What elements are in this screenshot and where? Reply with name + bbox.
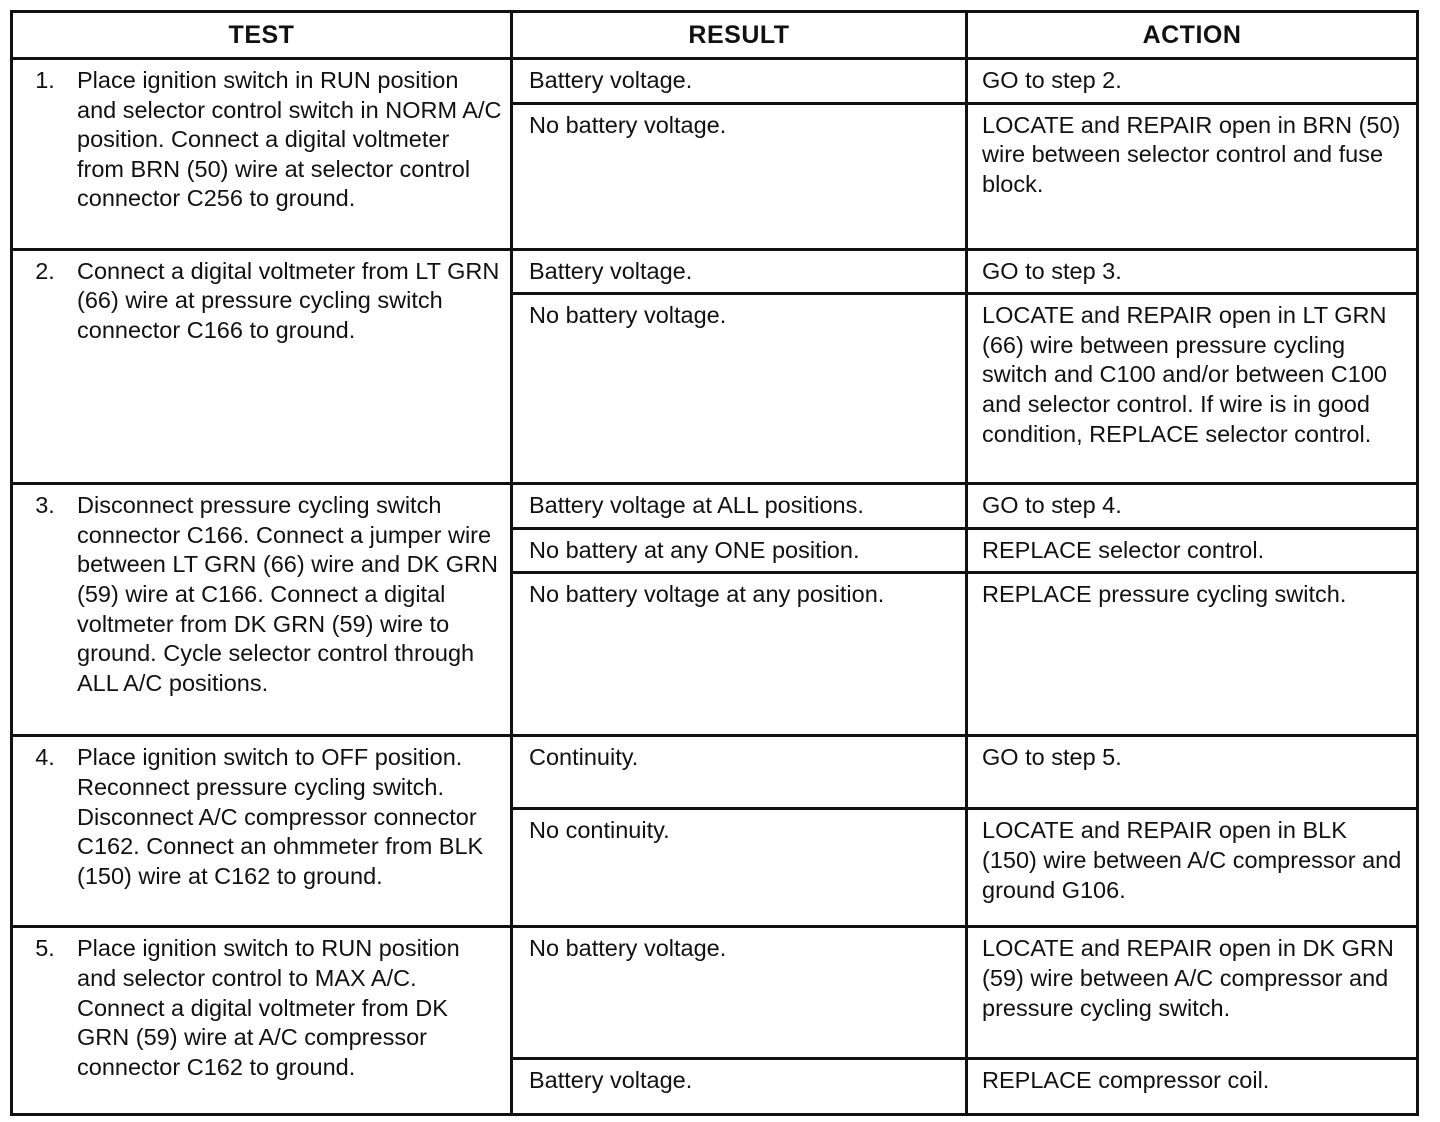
result-cell: No battery voltage at any position. (512, 573, 967, 736)
result-cell: Battery voltage at ALL positions. (512, 484, 967, 529)
result-cell: No battery voltage. (512, 103, 967, 249)
test-text: Place ignition switch to RUN position and selector control to MAX A/C. Connect a digital voltmeter from DK GRN (59) wire at A/C compressor connector C162 to ground. (77, 935, 460, 1080)
action-cell: REPLACE pressure cycling switch. (967, 573, 1418, 736)
result-cell: Battery voltage. (512, 59, 967, 104)
action-cell: GO to step 4. (967, 484, 1418, 529)
table-row (12, 927, 1418, 1059)
step-number: 3. (35, 492, 55, 519)
diagnostic-table (10, 10, 1419, 1116)
step-number: 1. (35, 67, 55, 93)
header-row (12, 12, 1418, 59)
test-text: Disconnect pressure cycling switch connector C166. Connect a jumper wire between LT GRN (66) wire and DK GRN (59) wire at C166. Connect a digital voltmeter from DK GRN (59) wire to ground. Cycle selector control through ALL A/C positions. (77, 492, 498, 696)
step-number: 5. (35, 935, 55, 962)
action-cell: GO to step 2. (967, 59, 1418, 104)
test-cell-step-4 (12, 736, 512, 927)
action-cell: REPLACE selector control. (967, 528, 1418, 573)
table-row (12, 249, 1418, 294)
action-cell: REPLACE compressor coil. (967, 1059, 1418, 1115)
step-number: 4. (35, 744, 55, 771)
result-cell: No continuity. (512, 809, 967, 927)
test-cell-step-1 (12, 59, 512, 250)
test-cell-step-2 (12, 249, 512, 484)
test-cell-step-3 (12, 484, 512, 736)
result-cell: No battery voltage. (512, 927, 967, 1059)
action-cell: GO to step 3. (967, 249, 1418, 294)
test-cell-step-5 (12, 927, 512, 1115)
test-text: Place ignition switch in RUN position and selector control switch in NORM A/C position. Connect a digital voltmeter from BRN (50) wire at selector control connector C256 to ground. (77, 67, 502, 212)
action-cell: LOCATE and REPAIR open in LT GRN (66) wire between pressure cycling switch and C100 and/or between C100 and selector control. If wire is in good condition, REPLACE selector control. (967, 294, 1418, 484)
header-result: RESULT (512, 12, 967, 59)
action-cell: GO to step 5. (967, 736, 1418, 809)
header-test: TEST (12, 12, 512, 59)
table-row (12, 59, 1418, 104)
result-cell: No battery voltage. (512, 294, 967, 484)
diagnostic-table-container (10, 10, 1419, 1116)
test-text: Connect a digital voltmeter from LT GRN (66) wire at pressure cycling switch connector C166 to ground. (77, 257, 500, 343)
header-action: ACTION (967, 12, 1418, 59)
table-row (12, 736, 1418, 809)
action-cell: LOCATE and REPAIR open in BLK (150) wire between A/C compressor and ground G106. (967, 809, 1418, 927)
result-cell: Battery voltage. (512, 1059, 967, 1115)
action-cell: LOCATE and REPAIR open in BRN (50) wire between selector control and fuse block. (967, 103, 1418, 249)
test-text: Place ignition switch to OFF position. Reconnect pressure cycling switch. Disconnect A/C compressor connector C162. Connect an ohmmeter from BLK (150) wire at C162 to ground. (77, 744, 484, 889)
result-cell: Battery voltage. (512, 249, 967, 294)
table-row (12, 484, 1418, 529)
step-number: 2. (35, 257, 55, 284)
action-cell: LOCATE and REPAIR open in DK GRN (59) wire between A/C compressor and pressure cycling switch. (967, 927, 1418, 1059)
result-cell: No battery at any ONE position. (512, 528, 967, 573)
result-cell: Continuity. (512, 736, 967, 809)
